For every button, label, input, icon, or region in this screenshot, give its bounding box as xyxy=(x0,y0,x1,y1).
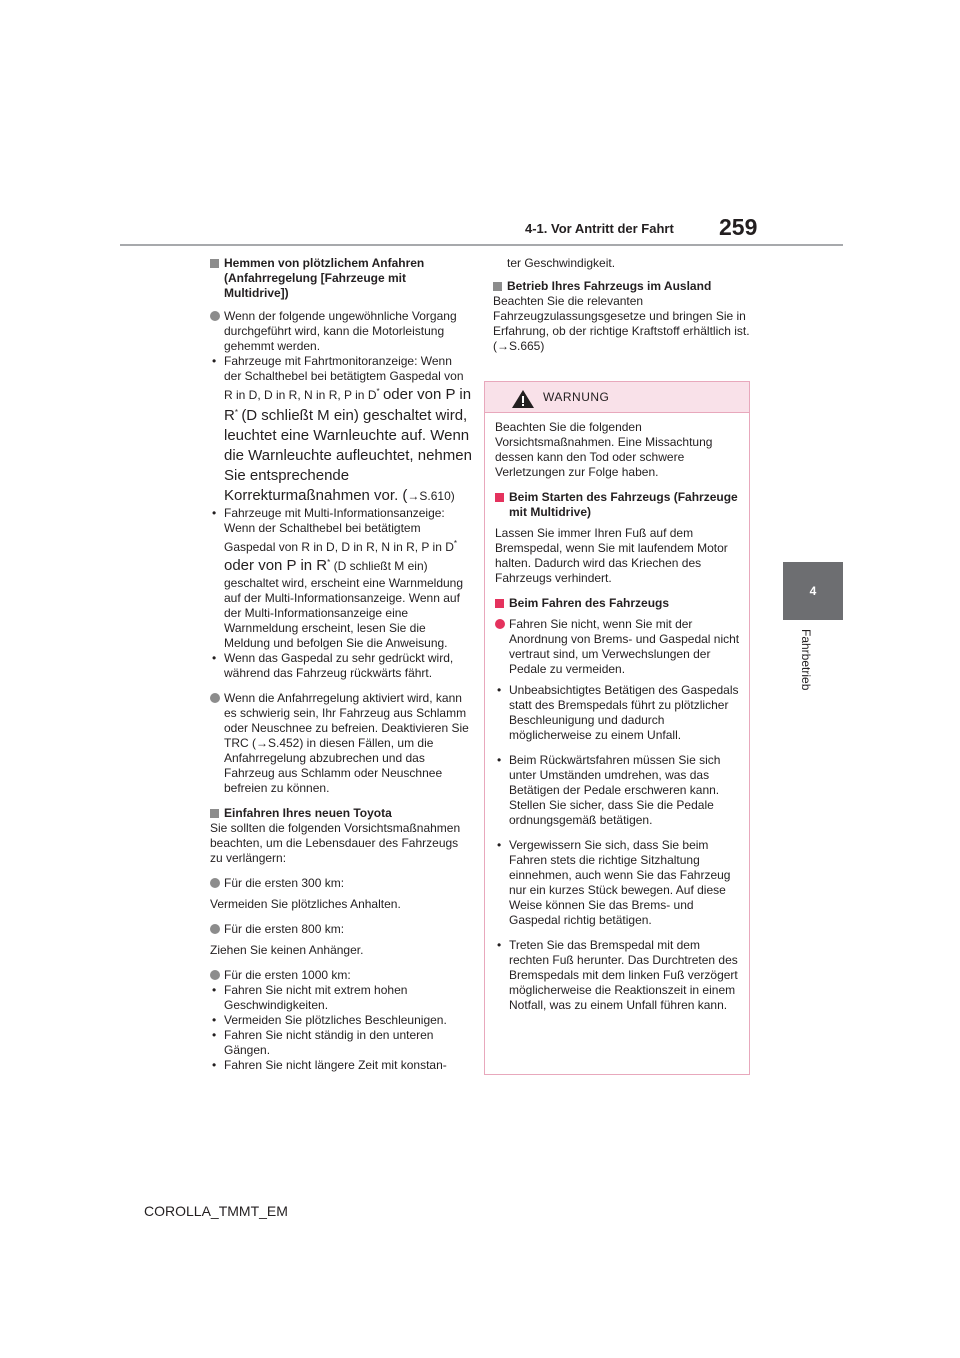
list-item: • Fahrzeuge mit Fahrtmonitoranzeige: Wenn der Schalthebel bei betätigtem Gaspedal von R in D, D in R, N in R, P in D* oder von P in R* (D schließt M ein) geschaltet wird, leuchtet eine Warnleuchte auf. Wenn die Warnleuchte aufleuchtet, nehmen Sie entsprechende Korrekturmaßnahmen vor. (→S.610) xyxy=(212,354,472,504)
heading-einfahren: Einfahren Ihres neuen Toyota xyxy=(210,806,472,821)
page-ref-link[interactable]: (→S.665) xyxy=(493,339,545,353)
chapter-tab[interactable]: 4 xyxy=(783,562,843,620)
warning-intro: Beachten Sie die folgenden Vorsichtsmaßnahmen. Eine Missachtung dessen kann den Tod oder schwere Verletzungen zur Folge haben. xyxy=(495,420,713,479)
right-column xyxy=(493,256,755,354)
bullet-800km: Für die ersten 800 km: xyxy=(210,922,472,937)
warning-box xyxy=(484,381,750,1075)
warning-title: WARNUNG xyxy=(543,390,610,404)
bullet-trc: Wenn die Anfahrregelung aktiviert wird, kann es schwierig sein, Ihr Fahrzeug aus Schlamm oder Neuschnee zu befreien. Deaktivieren Sie TRC (→S.452) in diesen Fällen, um die Anfahrregelung abzubrechen und das Fahrzeug aus Schlamm oder Neuschnee befreien zu können. xyxy=(210,691,472,796)
page-ref-link[interactable]: S.610) xyxy=(419,489,455,503)
warning-heading-starten: Beim Starten des Fahrzeugs (Fahrzeuge mit Multidrive) xyxy=(495,490,743,520)
bullet-motorleistung: Wenn der folgende ungewöhnliche Vorgang durchgeführt wird, kann die Motorleistung gehemmt werden. xyxy=(210,309,472,354)
page-number: 259 xyxy=(719,214,758,240)
section-title: 4-1. Vor Antritt der Fahrt xyxy=(525,221,674,236)
heading-anfahrregelung: Hemmen von plötzlichem Anfahren (Anfahrregelung [Fahrzeuge mit Multidrive]) xyxy=(210,256,472,301)
list-item: • Fahren Sie nicht mit extrem hohen Geschwindigkeiten. xyxy=(212,983,408,1012)
paragraph: Lassen Sie immer Ihren Fuß auf dem Bremspedal, wenn Sie mit laufendem Motor halten. Dadurch wird das Kriechen des Fahrzeugs verhindert. xyxy=(495,526,728,585)
warning-triangle-icon xyxy=(511,389,535,409)
header-rule xyxy=(120,244,843,246)
list-item: • Fahren Sie nicht ständig in den unteren Gängen. xyxy=(212,1028,434,1057)
arrow-icon: → xyxy=(407,489,420,503)
bullet-dot-icon xyxy=(210,878,220,888)
list-item: • Vermeiden Sie plötzliches Beschleunigen. xyxy=(212,1013,447,1027)
bullet-dot-icon xyxy=(495,619,505,629)
continuation-text: ter Geschwindigkeit. xyxy=(507,256,616,270)
list-item: • Wenn das Gaspedal zu sehr gedrückt wird, während das Fahrzeug rückwärts fährt. xyxy=(212,651,454,680)
list-item: • Unbeabsichtigtes Betätigen des Gaspedals statt des Bremspedals führt zu plötzlicher Beschleunigung und dadurch möglicherweise zu einem Unfall. xyxy=(497,683,739,742)
list-item: • Vergewissern Sie sich, dass Sie beim Fahren stets die richtige Sitzhaltung einnehmen, auch wenn Sie das Fahrzeug nur ein kurzes Stück bewegen. Auf diese Weise können Sie das Brems- und Gaspedal richtig betätigen. xyxy=(497,838,731,927)
list-item: • Treten Sie das Bremspedal mit dem rechten Fuß herunter. Das Durchtreten des Bremspedals mit dem linken Fuß verzögert möglicherweise die Reaktionszeit in einem Notfall, was zu einem Unfall führen kann. xyxy=(497,938,738,1012)
list-item: • Fahren Sie nicht längere Zeit mit konstan- xyxy=(212,1058,447,1072)
warning-bullet: Fahren Sie nicht, wenn Sie mit der Anordnung von Brems- und Gaspedal nicht vertraut sind, um Verwechslungen der Pedale zu vermeiden. xyxy=(495,617,743,677)
left-column xyxy=(210,256,472,1073)
paragraph: Vermeiden Sie plötzliches Anhalten. xyxy=(210,897,401,911)
bullet-dot-icon xyxy=(210,311,220,321)
square-bullet-icon xyxy=(493,282,502,291)
square-bullet-icon xyxy=(495,493,504,502)
square-bullet-icon xyxy=(210,809,219,818)
square-bullet-icon xyxy=(210,259,219,268)
warning-header xyxy=(485,382,749,413)
paragraph: Sie sollten die folgenden Vorsichtsmaßnahmen beachten, um die Lebensdauer des Fahrzeugs zu verlängern: xyxy=(210,821,461,865)
list-item: • Fahrzeuge mit Multi-Informationsanzeige: Wenn der Schalthebel bei betätigtem Gaspedal von R in D, D in R, N in R, P in D* oder von P in R* (D schließt M ein) geschaltet wird, erscheint eine Warnmeldung auf der Multi-Informationsanzeige. Wenn auf der Multi-Informationsanzeige eine Warnmeldung erscheint, lesen Sie die Meldung und befolgen Sie die Anweisung. xyxy=(212,506,464,650)
bullet-dot-icon xyxy=(210,924,220,934)
document-id: COROLLA_TMMT_EM xyxy=(144,1203,288,1219)
warning-heading-fahren: Beim Fahren des Fahrzeugs xyxy=(495,596,743,611)
bullet-1000km: Für die ersten 1000 km: xyxy=(210,968,472,983)
bullet-dot-icon xyxy=(210,970,220,980)
paragraph: Beachten Sie die relevanten Fahrzeugzulassungsgesetze und bringen Sie in Erfahrung, ob der richtige Kraftstoff erhältlich ist. xyxy=(493,294,750,338)
square-bullet-icon xyxy=(495,599,504,608)
bullet-dot-icon xyxy=(210,693,220,703)
list-item: • Beim Rückwärtsfahren müssen Sie sich unter Umständen umdrehen, was das Betätigen der Pedale erschweren kann. Stellen Sie sicher, dass Sie die Pedale ordnungsgemäß betätigen. xyxy=(497,753,721,827)
bullet-300km: Für die ersten 300 km: xyxy=(210,876,472,891)
chapter-label: Fahrbetrieb xyxy=(799,629,813,691)
heading-ausland: Betrieb Ihres Fahrzeugs im Ausland xyxy=(493,279,755,294)
paragraph: Ziehen Sie keinen Anhänger. xyxy=(210,943,364,957)
warning-body xyxy=(495,420,743,1013)
